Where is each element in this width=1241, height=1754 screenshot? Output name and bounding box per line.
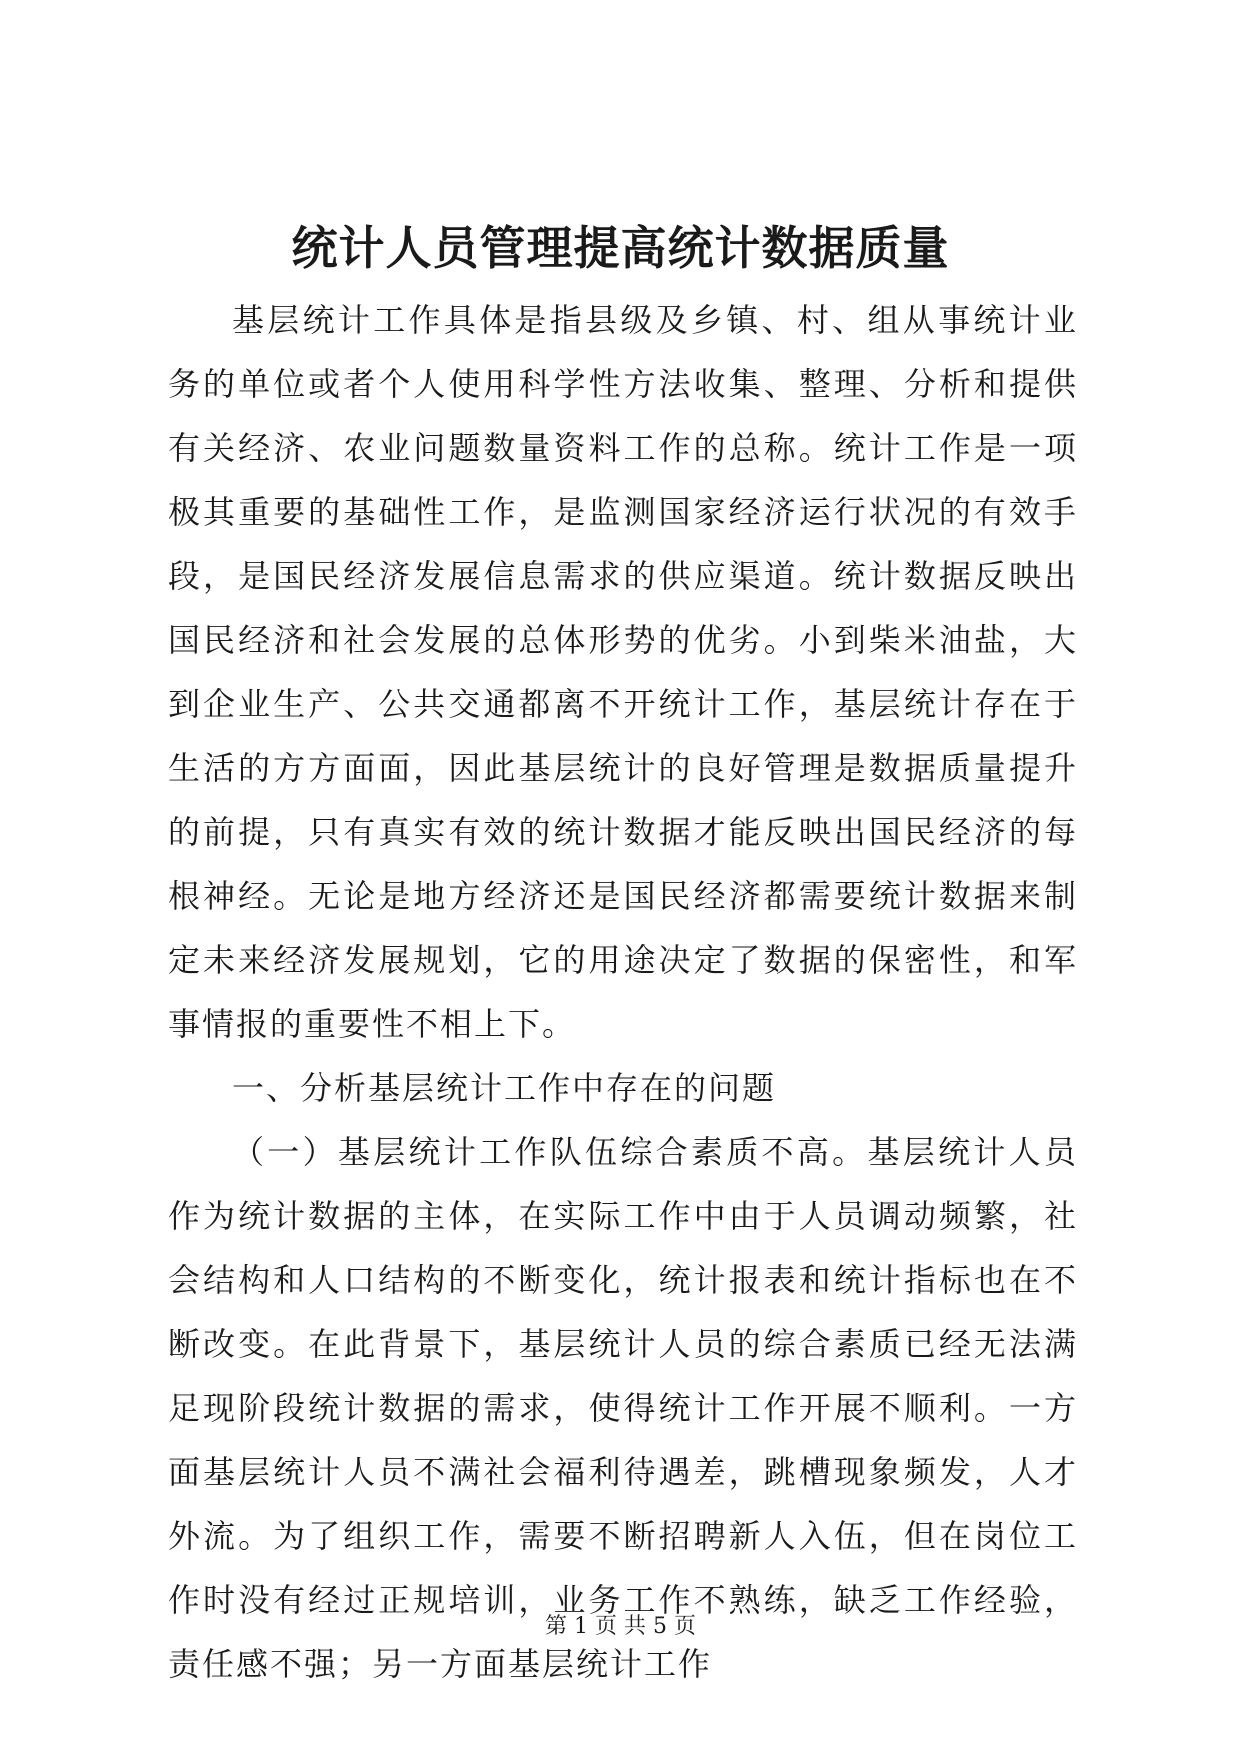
section-heading-1: 一、分析基层统计工作中存在的问题 bbox=[232, 1069, 777, 1107]
paragraph-subsection-1: （一）基层统计工作队伍综合素质不高。基层统计人员作为统计数据的主体，在实际工作中由于人员调动频繁，社会结构和人口结构的不断变化，统计报表和统计指标也在不断改变。在此背景下，基层统计人员的综合素质已经无法满足现阶段统计数据的需求，使得统计工作开展不顺利。一方面基层统计人员不满社会福利待遇差，跳槽现象频发，人才外流。为了组织工作，需要不断招聘新人入伍，但在岗位工作时没有经过正规培训，业务工作不熟练，缺乏工作经验，责任感不强；另一方面基层统计工作 bbox=[168, 1133, 1078, 1683]
document-title: 统计人员管理提高统计数据质量 bbox=[291, 221, 950, 275]
document-body bbox=[168, 288, 1078, 1696]
paragraph-intro: 基层统计工作具体是指县级及乡镇、村、组从事统计业务的单位或者个人使用科学性方法收集、整理、分析和提供有关经济、农业问题数量资料工作的总称。统计工作是一项极其重要的基础性工作，是监测国家经济运行状况的有效手段，是国民经济发展信息需求的供应渠道。统计数据反映出国民经济和社会发展的总体形势的优劣。小到柴米油盐，大到企业生产、公共交通都离不开统计工作，基层统计存在于生活的方方面面，因此基层统计的良好管理是数据质量提升的前提，只有真实有效的统计数据才能反映出国民经济的每根神经。无论是地方经济还是国民经济都需要统计数据来制定未来经济发展规划，它的用途决定了数据的保密性，和军事情报的重要性不相上下。 bbox=[168, 301, 1078, 1043]
page-number-footer: 第 1 页 共 5 页 bbox=[545, 1614, 696, 1639]
